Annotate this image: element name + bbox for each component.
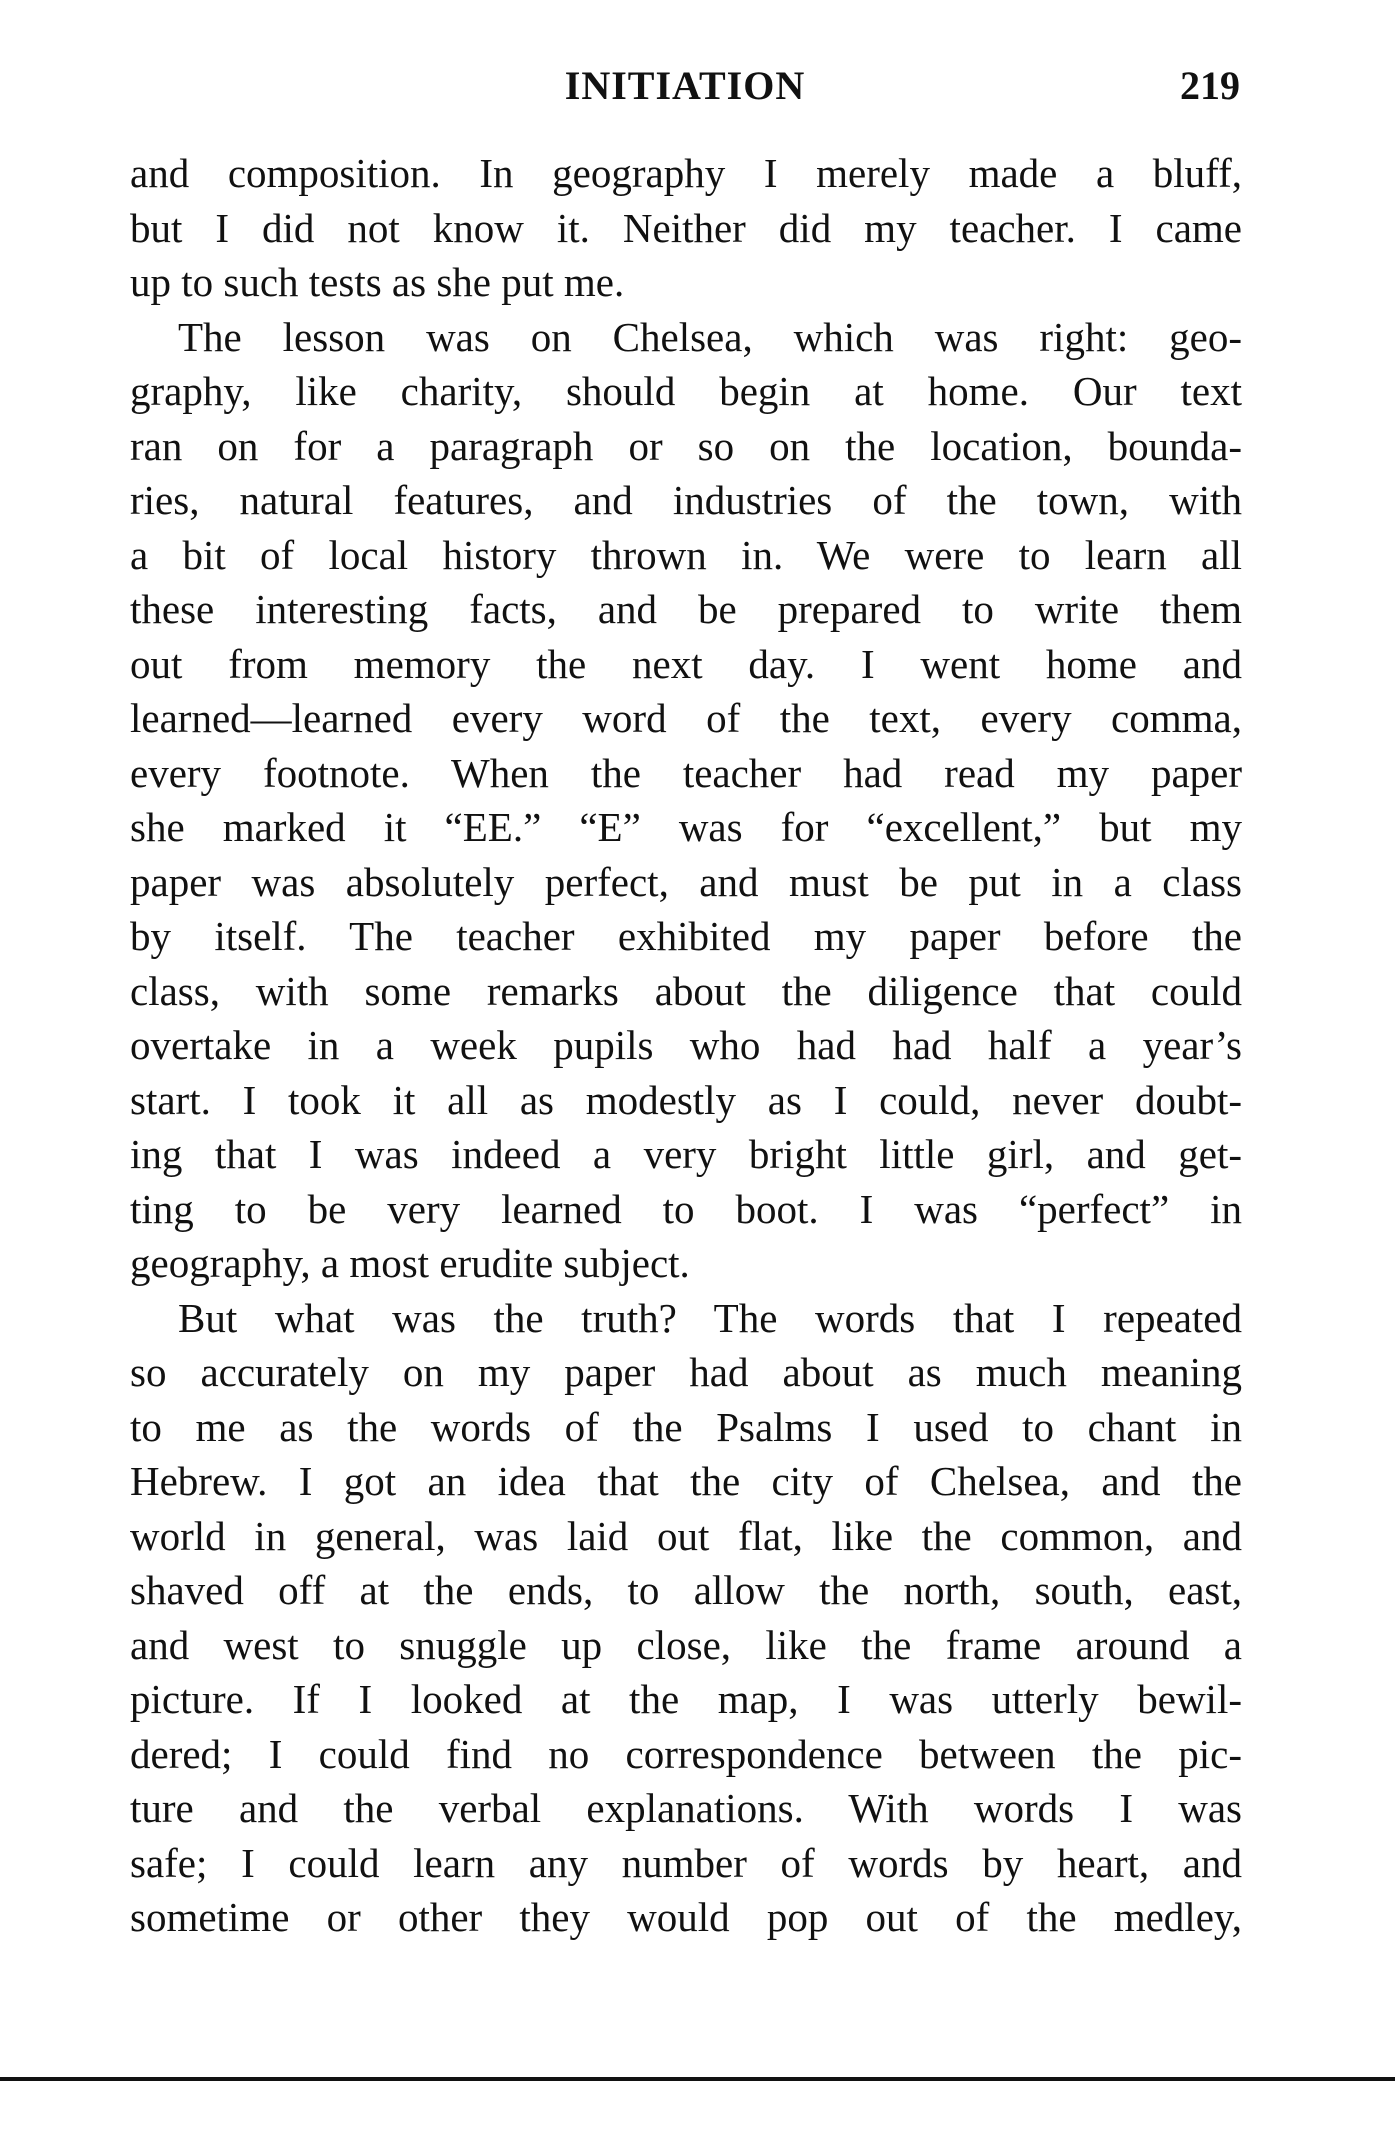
text-line: safe; I could learn any number of words by heart, and [130, 1839, 1242, 1886]
text-line: and west to snuggle up close, like the frame around a [130, 1621, 1242, 1668]
text-line: a bit of local history thrown in. We were to learn all [130, 531, 1242, 578]
text-line: start. I took it all as modestly as I could, never doubt- [130, 1076, 1242, 1123]
text-line: geography, a most erudite subject. [130, 1240, 690, 1286]
text-line: every footnote. When the teacher had read my paper [130, 749, 1242, 796]
text-line: and composition. In geography I merely made a bluff, [130, 150, 1242, 196]
text-line: ing that I was indeed a very bright little girl, and get- [130, 1131, 1242, 1177]
text-line: sometime or other they would pop out of the medley, [130, 1894, 1242, 1940]
text-line: ture and the verbal explanations. With words I was [130, 1785, 1242, 1831]
text-line: but I did not know it. Neither did my teacher. I came [130, 204, 1242, 251]
text-line: these interesting facts, and be prepared to write them [130, 586, 1242, 632]
text-line: class, with some remarks about the diligence that could [130, 967, 1242, 1014]
text-line: so accurately on my paper had about as much meaning [130, 1349, 1242, 1395]
text-line: learned—learned every word of the text, every comma, [130, 695, 1242, 741]
text-line: ran on for a paragraph or so on the location, bounda- [130, 422, 1242, 469]
text-line: ting to be very learned to boot. I was “perfect” in [130, 1185, 1242, 1232]
bottom-border-rule [0, 2077, 1395, 2081]
text-line: to me as the words of the Psalms I used to chant in [130, 1403, 1242, 1450]
text-line: shaved off at the ends, to allow the north, south, east, [130, 1567, 1242, 1613]
text-line: up to such tests as she put me. [130, 259, 625, 305]
text-line: dered; I could find no correspondence between the pic- [130, 1730, 1242, 1777]
text-line: world in general, was laid out flat, like the common, and [130, 1512, 1242, 1559]
text-line: picture. If I looked at the map, I was utterly bewil- [130, 1676, 1242, 1722]
text-line: The lesson was on Chelsea, which was right: geo- [178, 313, 1242, 360]
text-line: she marked it “EE.” “E” was for “excellent,” but my [130, 804, 1242, 850]
text-line: graphy, like charity, should begin at home. Our text [130, 368, 1242, 414]
text-line: by itself. The teacher exhibited my paper before the [130, 913, 1242, 959]
running-head [130, 62, 1240, 122]
text-line: paper was absolutely perfect, and must be put in a class [130, 858, 1242, 905]
text-line: Hebrew. I got an idea that the city of Chelsea, and the [130, 1458, 1242, 1504]
text-line: ries, natural features, and industries of the town, with [130, 477, 1242, 523]
chapter-title: INITIATION [564, 63, 806, 108]
text-line: overtake in a week pupils who had had half a year’s [130, 1022, 1242, 1068]
text-line: But what was the truth? The words that I repeated [178, 1294, 1242, 1341]
text-line: out from memory the next day. I went home and [130, 640, 1242, 687]
body-text [130, 146, 1242, 1945]
page-number: 219 [1180, 63, 1240, 108]
